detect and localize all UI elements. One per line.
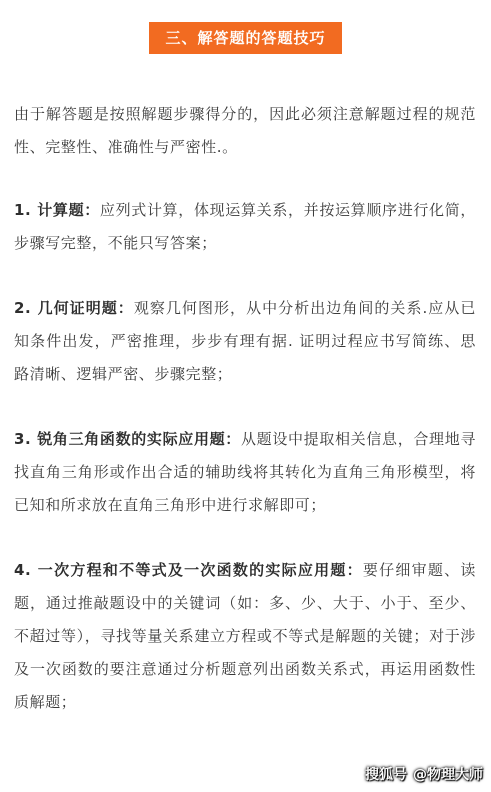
tip-body: 要仔细审题、读题，通过推敲题设中的关键词（如：多、少、大于、小于、至少、不超过等），寻找等量关系建立方程或不等式是解题的关键；对于涉及一次函数的要注意通过分析题意列出函数关系式，再运用函数性质解题； bbox=[14, 561, 476, 711]
title-container bbox=[0, 22, 491, 54]
article-content bbox=[14, 98, 476, 751]
tip-body: 观察几何图形，从中分析出边角间的关系.应从已知条件出发，严密推理，步步有理有据. 证明过程应书写简练、思路清晰、逻辑严密、步骤完整； bbox=[14, 299, 476, 383]
watermark bbox=[365, 764, 483, 784]
tip-paragraph-4 bbox=[14, 554, 476, 719]
intro-paragraph: 由于解答题是按照解题步骤得分的，因此必须注意解题过程的规范性、完整性、准确性与严密性.。 bbox=[14, 105, 476, 156]
tip-heading: 3. 锐角三角函数的实际应用题： bbox=[14, 430, 241, 448]
tip-body: 应列式计算，体现运算关系，并按运算顺序进行化简，步骤写完整，不能只写答案； bbox=[14, 201, 476, 252]
tip-paragraph-2 bbox=[14, 292, 476, 391]
section-title: 三、解答题的答题技巧 bbox=[149, 22, 341, 54]
tip-paragraph-1 bbox=[14, 194, 476, 260]
tip-body: 从题设中提取相关信息，合理地寻找直角三角形或作出合适的辅助线将其转化为直角三角形模型，将已知和所求放在直角三角形中进行求解即可； bbox=[14, 430, 476, 514]
tip-heading: 2. 几何证明题： bbox=[14, 299, 134, 317]
tip-heading: 1. 计算题： bbox=[14, 201, 100, 219]
tip-heading: 4. 一次方程和不等式及一次函数的实际应用题： bbox=[14, 561, 363, 579]
watermark-logo: 搜狐号 bbox=[365, 767, 407, 783]
tip-paragraph-3 bbox=[14, 423, 476, 522]
watermark-author: @物理大师 bbox=[413, 767, 483, 783]
